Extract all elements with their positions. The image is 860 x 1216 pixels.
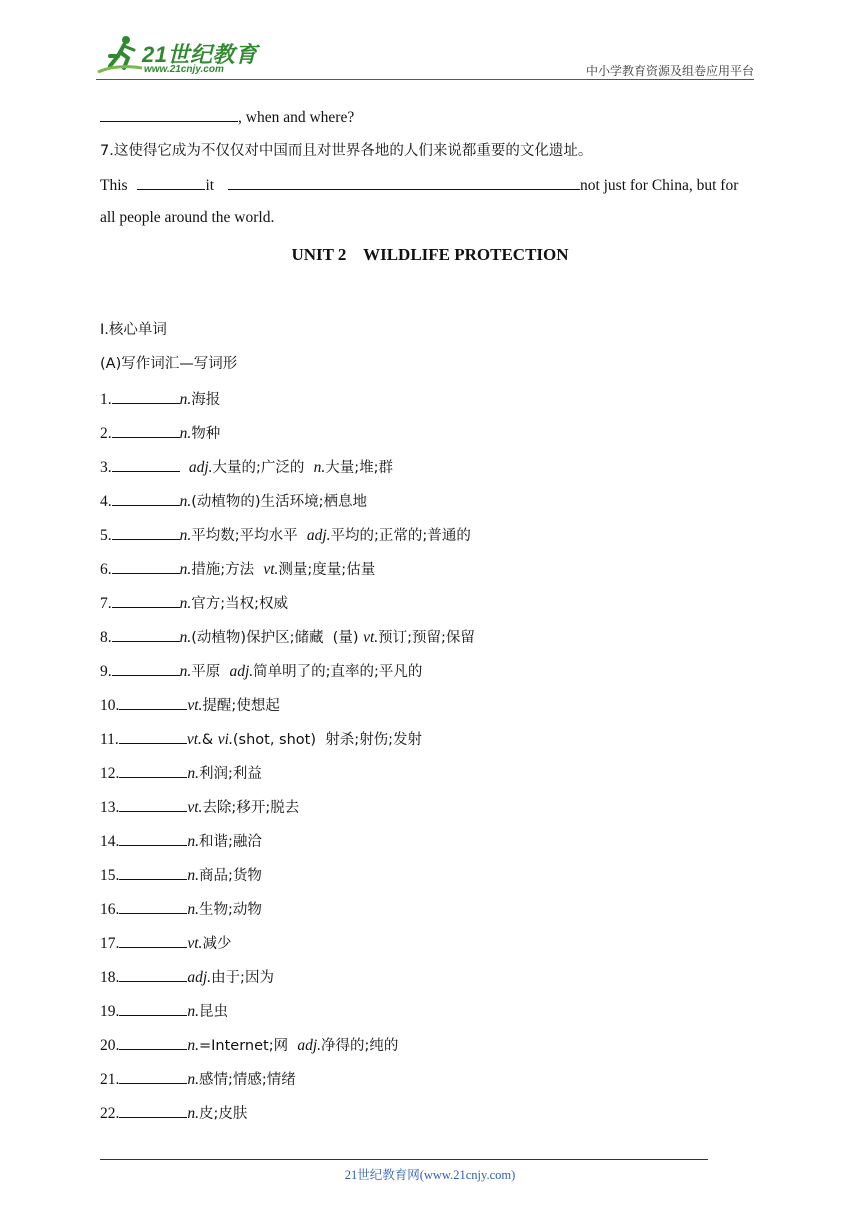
definition-text: 和谐;融洽 [199, 834, 262, 850]
section-subheading: (A)写作词汇—写词形 [100, 356, 238, 372]
header-divider [96, 79, 754, 80]
item-number: 11. [100, 731, 119, 748]
list-item [100, 524, 471, 546]
list-item [100, 1068, 296, 1090]
answer-blank[interactable] [112, 626, 180, 642]
section-heading: I.核心单词 [100, 322, 167, 338]
footer-divider [100, 1159, 708, 1160]
item-number: 18. [100, 969, 120, 986]
answer-blank[interactable] [119, 694, 187, 710]
list-item [100, 558, 375, 580]
item-number: 16. [100, 901, 120, 918]
logo-url: www.21cnjy.com [144, 64, 224, 75]
list-item [100, 388, 220, 410]
item-number: 14. [100, 833, 120, 850]
question-text: it [205, 177, 215, 194]
part-of-speech: n. [187, 833, 199, 850]
question-text: This [100, 177, 128, 194]
list-item [100, 932, 231, 954]
answer-blank[interactable] [112, 422, 180, 438]
definition-text: 官方;当权;权威 [191, 596, 289, 612]
definition-text: 平原 [191, 664, 230, 680]
list-item [100, 694, 280, 716]
definition-text: 减少 [202, 936, 232, 952]
answer-blank[interactable] [119, 762, 187, 778]
answer-blank[interactable] [119, 898, 187, 914]
part-of-speech: vt. [186, 731, 202, 748]
item-number: 2. [100, 425, 112, 442]
definition-text: 商品;货物 [199, 868, 262, 884]
answer-blank[interactable] [112, 388, 180, 404]
answer-blank[interactable] [119, 864, 187, 880]
answer-blank[interactable] [119, 932, 187, 948]
part-of-speech: n. [179, 663, 192, 680]
part-of-speech: n. [179, 425, 192, 442]
item-number: 17. [100, 935, 120, 952]
answer-blank[interactable] [119, 1068, 187, 1084]
part-of-speech: adj. [229, 663, 254, 680]
unit-title: UNIT 2 WILDLIFE PROTECTION [291, 245, 569, 264]
definition-text: 预订;预留;保留 [378, 630, 475, 646]
answer-blank[interactable] [112, 490, 180, 506]
definition-text: 简单明了的;直率的;平凡的 [253, 664, 423, 680]
item-number: 8. [100, 629, 112, 646]
runner-logo-icon [96, 34, 144, 74]
item-number: 10. [100, 697, 120, 714]
part-of-speech: n. [179, 391, 192, 408]
item-number: 6. [100, 561, 112, 578]
item-number: 3. [100, 459, 112, 476]
definition-text: 措施;方法 [191, 562, 264, 578]
footer-text: 21世纪教育网(www.21cnjy.com) [344, 1168, 516, 1182]
part-of-speech: adj. [306, 527, 331, 544]
item-number: 19. [100, 1003, 120, 1020]
part-of-speech: adj. [297, 1037, 322, 1054]
part-of-speech: n. [179, 595, 192, 612]
definition-text: 感情;情感;情绪 [199, 1072, 296, 1088]
logo-title: 21世纪教育 [142, 42, 258, 67]
answer-blank[interactable] [112, 592, 180, 608]
part-of-speech: vt. [187, 935, 203, 952]
list-item [100, 490, 367, 512]
item-number: 5. [100, 527, 112, 544]
part-of-speech: vt. [363, 629, 379, 646]
list-item [100, 456, 393, 478]
list-item [100, 1102, 247, 1124]
definition-text: 测量;度量;估量 [278, 562, 376, 578]
definition-text: 利润;利益 [199, 766, 262, 782]
definition-text: 生物;动物 [199, 902, 262, 918]
part-of-speech: n. [179, 629, 192, 646]
answer-blank[interactable] [119, 1000, 187, 1016]
definition-text: 大量的;广泛的 [212, 460, 314, 476]
part-of-speech: n. [187, 867, 199, 884]
part-of-speech: adj. [187, 969, 212, 986]
page-header [0, 0, 860, 80]
answer-blank[interactable] [100, 106, 238, 122]
list-item [100, 864, 262, 886]
question-7-chinese: 7.这使得它成为不仅仅对中国而且对世界各地的人们来说都重要的文化遗址。 [100, 143, 593, 159]
answer-blank[interactable] [137, 174, 205, 190]
definition-text: =Internet;网 [199, 1038, 298, 1054]
list-item [100, 796, 299, 818]
definition-text: 海报 [191, 392, 221, 408]
item-number: 13. [100, 799, 120, 816]
answer-blank[interactable] [119, 830, 187, 846]
part-of-speech: n. [187, 1071, 199, 1088]
item-number: 20. [100, 1037, 120, 1054]
previous-question-tail [100, 106, 354, 128]
definition-text: 由于;因为 [211, 970, 274, 986]
item-number: 22. [100, 1105, 120, 1122]
question-text: not just for China, but for [579, 177, 739, 194]
part-of-speech: n. [187, 1105, 199, 1122]
item-number: 4. [100, 493, 112, 510]
definition-text: 平均数;平均水平 [191, 528, 307, 544]
definition-text: & [201, 732, 218, 748]
list-item [100, 762, 262, 784]
answer-blank[interactable] [119, 1102, 187, 1118]
part-of-speech: n. [187, 1037, 199, 1054]
list-item [100, 592, 288, 614]
list-item [100, 728, 422, 750]
item-number: 9. [100, 663, 112, 680]
item-number: 21. [100, 1071, 120, 1088]
part-of-speech: vt. [263, 561, 279, 578]
answer-blank[interactable] [112, 456, 180, 472]
question-7-english [100, 174, 738, 196]
definition-text: 净得的;纯的 [321, 1038, 399, 1054]
part-of-speech: n. [179, 561, 192, 578]
definition-text [180, 460, 189, 476]
definition-text: 物种 [191, 426, 221, 442]
list-item [100, 626, 475, 648]
answer-blank[interactable] [228, 174, 580, 190]
definition-text: (动植物的)生活环境;栖息地 [191, 494, 367, 510]
list-item [100, 966, 274, 988]
part-of-speech: vt. [187, 799, 203, 816]
item-number: 7. [100, 595, 112, 612]
definition-text: 大量;堆;群 [325, 460, 394, 476]
part-of-speech: n. [313, 459, 326, 476]
list-item [100, 422, 220, 444]
answer-blank[interactable] [112, 524, 180, 540]
part-of-speech: n. [187, 1003, 199, 1020]
definition-text: (动植物)保护区;储藏 (量) [191, 630, 364, 646]
answer-blank[interactable] [119, 1034, 187, 1050]
list-item [100, 898, 262, 920]
question-text: , when and where? [238, 109, 355, 126]
answer-blank[interactable] [119, 966, 187, 982]
part-of-speech: n. [187, 765, 199, 782]
list-item [100, 660, 422, 682]
answer-blank[interactable] [119, 796, 187, 812]
answer-blank[interactable] [112, 558, 180, 574]
part-of-speech: n. [179, 493, 192, 510]
definition-text: (shot, shot) 射杀;射伤;发射 [232, 732, 422, 748]
part-of-speech: vt. [187, 697, 203, 714]
item-number: 15. [100, 867, 120, 884]
list-item [100, 830, 262, 852]
list-item [100, 1034, 398, 1056]
question-7-english-cont: all people around the world. [100, 209, 275, 226]
definition-text: 去除;移开;脱去 [202, 800, 300, 816]
header-platform-text: 中小学教育资源及组卷应用平台 [585, 64, 754, 78]
part-of-speech: n. [179, 527, 192, 544]
answer-blank[interactable] [119, 728, 187, 744]
part-of-speech: vi. [217, 731, 233, 748]
part-of-speech: n. [187, 901, 199, 918]
definition-text: 昆虫 [199, 1004, 228, 1020]
list-item [100, 1000, 228, 1022]
answer-blank[interactable] [112, 660, 180, 676]
logo [96, 34, 266, 80]
item-number: 1. [100, 391, 112, 408]
definition-text: 平均的;正常的;普通的 [330, 528, 471, 544]
part-of-speech: adj. [188, 459, 213, 476]
definition-text: 皮;皮肤 [199, 1106, 248, 1122]
definition-text: 提醒;使想起 [202, 698, 280, 714]
item-number: 12. [100, 765, 120, 782]
